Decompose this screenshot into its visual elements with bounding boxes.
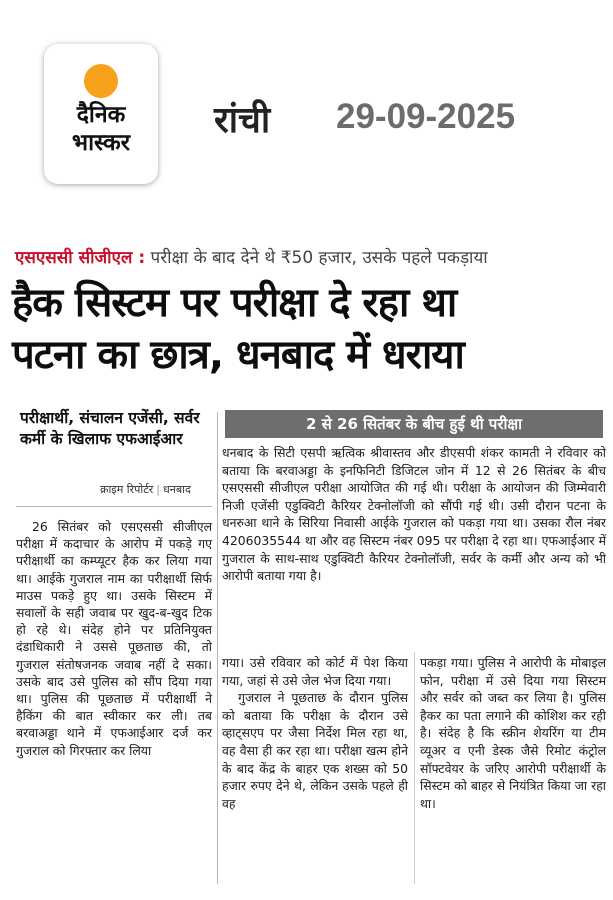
column-2-para1: गया। उसे रविवार को कोर्ट में पेश किया गया, जहां से उसे जेल भेज दिया गया। bbox=[222, 655, 408, 688]
column-3-text: पकड़ा गया। पुलिस ने आरोपी के मोबाइल फोन, परीक्षा में उसे दिया गया सिस्टम और सर्वर को जब्त कर लिया है। पुलिस हैकर का पता लगाने की कोशिश कर रही है। संदेह है कि स्क्रीन शेयरिंग या टीम व्यूअर व एनी डेस्क जैसे रिमोट कंट्रोल सॉफ्टवेयर के जरिए आरोपी परीक्षार्थी के सिस्टम को बाहर से नियंत्रित किया जा रहा था। bbox=[420, 655, 606, 811]
column-3 bbox=[420, 654, 606, 812]
divider bbox=[16, 506, 212, 507]
left-column-text: 26 सितंबर को एसएससी सीजीएल परीक्षा में कदाचार के आरोप में पकड़े गए परीक्षार्थी का कम्प्यूटर हैक कर लिया गया था। आईके गुजराल नाम का परीक्षार्थी सिर्फ माउस पकड़े हुए था। उसके सिस्टम में सवालों के सही जवाब पर खुद-ब-खुद टिक हो रहे थे। संदेह होने पर प्रतिनियुक्त दंडाधिकारी ने उससे पूछताछ की, तो गुजराल संतोषजनक जवाब नहीं दे सका। उसके बाद उसे पुलिस को सौंप दिया गया था। पुलिस की पूछताछ में परीक्षार्थी ने हैकिंग की बात स्वीकार कर ली। तब बरवाअड्डा थाने में एफआईआर दर्ज कर गुजराल को गिरफ्तार कर लिया bbox=[16, 519, 212, 758]
headline-line2: पटना का छात्र, धनबाद में धराया bbox=[12, 332, 464, 378]
column-2-para2: गुजराल ने पूछताछ के दौरान पुलिस को बताया कि परीक्षा के दौरान उसे व्हाट्सएप पर जैसा निर्देश मिल रहा था, वह वैसा ही कर रहा था। परीक्षा खत्म होने के बाद केंद्र के बाहर एक शख्स को 50 हजार रुपए देने थे, लेकिन उसके पहले ही वह bbox=[222, 690, 408, 811]
logo-line2: भास्कर bbox=[71, 130, 131, 156]
column-2 bbox=[222, 654, 408, 812]
column-divider-2 bbox=[414, 652, 415, 884]
dainik-bhaskar-logo bbox=[44, 44, 158, 184]
sun-icon bbox=[84, 64, 118, 98]
headline bbox=[12, 277, 610, 381]
kicker bbox=[15, 247, 605, 269]
subdeck: परीक्षार्थी, संचालन एजेंसी, सर्वर कर्मी के खिलाफ एफआईआर bbox=[20, 409, 200, 448]
byline: क्राइम रिपोर्टर | धनबाद bbox=[100, 483, 191, 496]
kicker-text: परीक्षा के बाद देने थे ₹50 हजार, उसके पहले पकड़ाया bbox=[145, 248, 488, 268]
edition-date: 29-09-2025 bbox=[336, 97, 516, 136]
byline-city: धनबाद bbox=[162, 483, 191, 496]
right-top-block bbox=[222, 444, 606, 585]
column-divider bbox=[217, 412, 218, 884]
edition-city: रांची bbox=[214, 100, 271, 141]
kicker-label: एसएससी सीजीएल : bbox=[15, 248, 146, 268]
headline-line1: हैक सिस्टम पर परीक्षा दे रहा था bbox=[12, 280, 457, 326]
subheading-banner: 2 से 26 सितंबर के बीच हुई थी परीक्षा bbox=[225, 410, 603, 438]
logo-line1: दैनिक bbox=[76, 102, 126, 128]
right-top-text: धनबाद के सिटी एसपी ऋत्विक श्रीवास्तव और डीएसपी शंकर कामती ने रविवार को बताया कि बरवाअड्डा के इनफिनिटी डिजिटल जोन में 12 से 26 सितंबर के बीच एसएससी सीजीएल परीक्षा आयोजित की गई थी। परीक्षा के आयोजन की जिम्मेवारी निजी एजेंसी एडुक्विटी कैरियर टेक्नोलॉजी को सौंपी गई थी। उसी दौरान पटना के धनरुआ थाने के सिरिया निवासी आईके गुजराल को पकड़ा गया था। उसका रौल नंबर 4206035544 था और वह सिस्टम नंबर 095 पर परीक्षा दे रहा था। एफआईआर में गुजराल के साथ-साथ एडुक्विटी कैरियर टेक्नोलॉजी, सर्वर के कर्मी और अन्य को भी आरोपी बताया गया है। bbox=[222, 445, 606, 584]
left-column bbox=[16, 518, 212, 759]
byline-reporter: क्राइम रिपोर्टर bbox=[100, 483, 154, 496]
